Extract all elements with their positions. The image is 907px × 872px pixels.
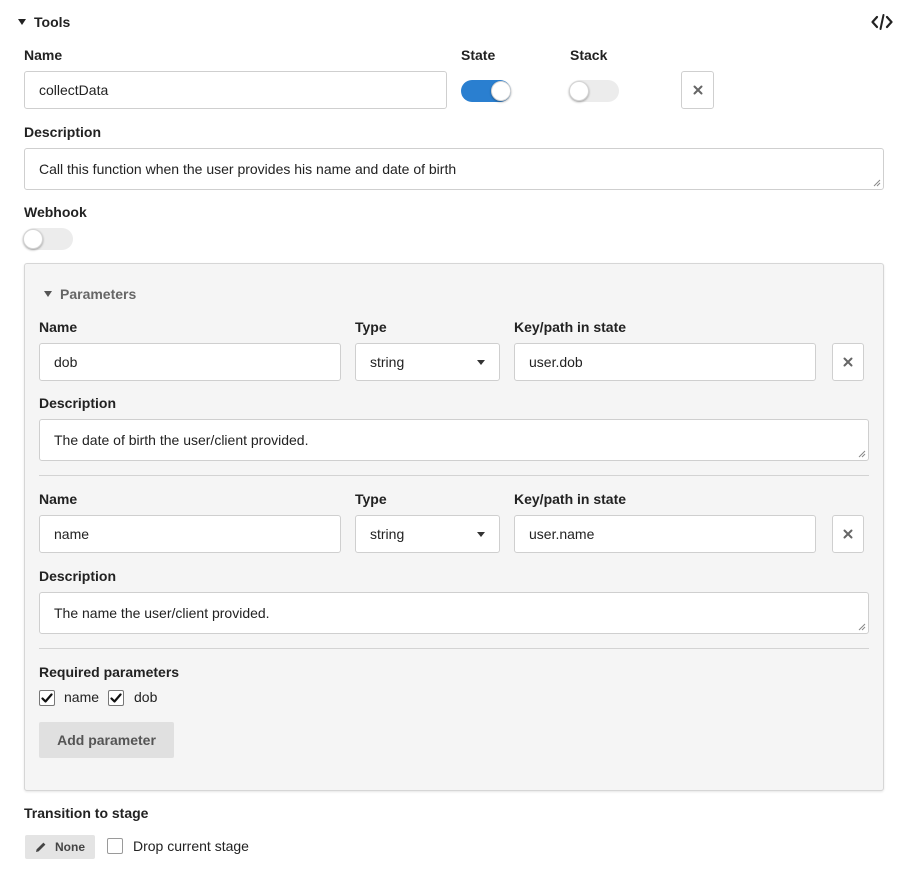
parameters-header[interactable] (44, 285, 136, 303)
tool-description-textarea[interactable] (24, 148, 884, 190)
required-checkbox-dob[interactable] (108, 690, 124, 706)
name-label: Name (24, 47, 63, 63)
stack-toggle-knob (569, 81, 589, 101)
state-label: State (461, 47, 496, 63)
required-params-label: Required parameters (39, 664, 180, 680)
webhook-toggle-knob (23, 229, 43, 249)
param-divider (39, 648, 869, 649)
param-type-value: string (370, 354, 405, 370)
transition-stage-button[interactable] (25, 835, 95, 859)
stack-label: Stack (570, 47, 608, 63)
param-divider (39, 475, 869, 476)
resize-handle-icon[interactable] (858, 623, 866, 631)
remove-tool-button[interactable] (681, 71, 714, 109)
webhook-toggle[interactable] (23, 228, 73, 250)
param-type-label: Type (355, 319, 387, 335)
chevron-down-icon (477, 360, 485, 365)
param-description-value: The date of birth the user/client provided. (54, 432, 309, 448)
resize-handle-icon[interactable] (858, 450, 866, 458)
transition-label: Transition to stage (24, 805, 149, 821)
param-key-value: user.name (529, 526, 595, 542)
param-description-label: Description (39, 395, 117, 411)
caret-down-icon (44, 291, 52, 297)
transition-stage-label: None (55, 840, 85, 854)
required-checkbox-label: dob (134, 689, 158, 705)
close-icon (843, 357, 853, 367)
required-checkbox-name[interactable] (39, 690, 55, 706)
tool-name-value: collectData (39, 82, 109, 98)
param-key-label: Key/path in state (514, 491, 627, 507)
pencil-icon (35, 841, 47, 853)
tool-description-value: Call this function when the user provides his name and date of birth (39, 161, 457, 177)
chevron-down-icon (477, 532, 485, 537)
checkmark-icon (110, 692, 122, 704)
param-type-select[interactable] (355, 515, 500, 553)
close-icon (693, 85, 703, 95)
param-name-input[interactable] (39, 343, 341, 381)
param-description-textarea[interactable] (39, 592, 869, 634)
close-icon (843, 529, 853, 539)
param-type-label: Type (355, 491, 387, 507)
parameters-title: Parameters (60, 286, 137, 302)
param-type-select[interactable] (355, 343, 500, 381)
param-description-value: The name the user/client provided. (54, 605, 270, 621)
code-icon[interactable] (871, 12, 893, 32)
tools-header[interactable] (18, 12, 70, 32)
state-toggle-knob (491, 81, 511, 101)
tools-title: Tools (34, 14, 71, 30)
caret-down-icon (18, 19, 26, 25)
param-key-label: Key/path in state (514, 319, 627, 335)
param-key-value: user.dob (529, 354, 583, 370)
drop-current-stage-label: Drop current stage (133, 838, 249, 854)
add-parameter-button[interactable]: Add parameter (39, 722, 174, 758)
param-name-value: name (54, 526, 90, 542)
remove-param-button[interactable] (832, 343, 864, 381)
tool-name-input[interactable] (24, 71, 447, 109)
param-name-input[interactable] (39, 515, 341, 553)
param-name-label: Name (39, 319, 78, 335)
param-key-input[interactable] (514, 343, 816, 381)
webhook-label: Webhook (24, 204, 87, 220)
required-checkbox-label: name (64, 689, 100, 705)
param-key-input[interactable] (514, 515, 816, 553)
drop-current-stage-checkbox[interactable] (107, 838, 123, 854)
remove-param-button[interactable] (832, 515, 864, 553)
stack-toggle[interactable] (569, 80, 619, 102)
checkmark-icon (41, 692, 53, 704)
description-label: Description (24, 124, 102, 140)
param-name-value: dob (54, 354, 78, 370)
param-description-textarea[interactable] (39, 419, 869, 461)
param-description-label: Description (39, 568, 117, 584)
state-toggle[interactable] (461, 80, 511, 102)
param-type-value: string (370, 526, 405, 542)
param-name-label: Name (39, 491, 78, 507)
resize-handle-icon[interactable] (873, 179, 881, 187)
